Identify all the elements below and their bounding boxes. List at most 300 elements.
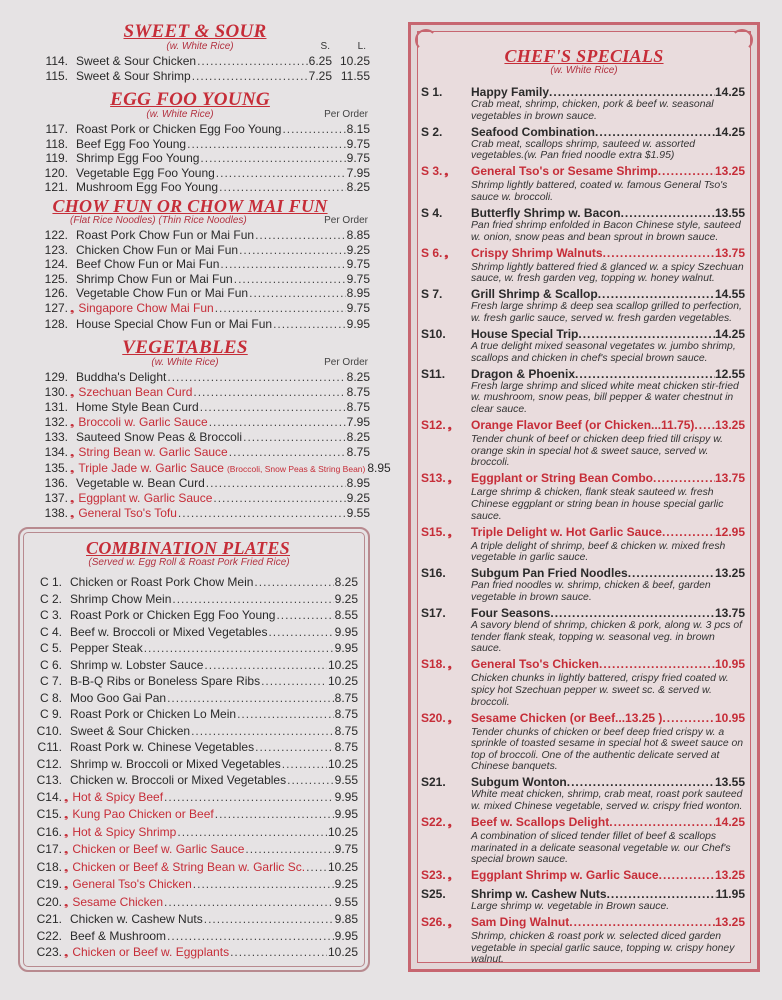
special-price: 13.75 (714, 606, 745, 621)
special-price: 13.55 (714, 206, 745, 221)
menu-item-row (30, 69, 370, 84)
dot-leader (192, 69, 308, 84)
dot-leader (621, 206, 715, 220)
menu-item-row (30, 944, 358, 962)
chili-icon: ❟ (444, 248, 449, 260)
special-description: Fresh large shrimp & deep sea scallop grilled to perfection, w. fresh garlic sauce, served w. fresh garden vegetables. (471, 301, 742, 325)
special-description: A savory blend of shrimp, chicken & pork, along w. 3 pcs of tender flank steak, topping w. seasonal veg. in brown sauce. (471, 620, 743, 655)
chili-icon: ❟ (447, 713, 452, 725)
special-price: 14.55 (714, 287, 745, 302)
special-code: S 4. (421, 206, 443, 221)
special-name: Grill Shrimp & Scallop (471, 287, 598, 302)
item-name: Shrimp w. Broccoli or Mixed Vegetables (70, 756, 281, 771)
item-price: 8.75 (334, 690, 358, 705)
dot-leader (255, 739, 334, 756)
special-header (421, 125, 745, 139)
item-price: 9.75 (346, 271, 370, 286)
item-number: 119. (45, 151, 68, 166)
special-code: S18. ❟ (421, 657, 452, 672)
item-number: C 9. (39, 707, 62, 721)
section-subtitle: (Flat Rice Noodles) (Thin Rice Noodles) (70, 215, 247, 226)
item-number: C16. (36, 824, 62, 839)
special-price: 11.95 (715, 886, 745, 901)
menu-item-row (30, 894, 358, 912)
special-price: 14.25 (714, 815, 745, 830)
item-number: 129. (44, 370, 68, 384)
chili-icon: ❟ (70, 492, 75, 505)
menu-item-row (30, 151, 370, 166)
dot-leader (234, 272, 346, 287)
special-price: 13.75 (714, 471, 745, 486)
dot-leader (204, 911, 334, 928)
menu-item-row (30, 476, 370, 491)
special-header (421, 246, 745, 262)
item-price: 10.25 (327, 824, 358, 839)
dot-leader (599, 657, 715, 671)
item-price: 10.25 (327, 657, 358, 672)
special-description: Shrimp, chicken & roast pork w. selected diced garden vegetable in special garlic sauce, topping w. crispy honey walnut. (471, 931, 735, 966)
item-number: C15. (36, 807, 62, 821)
item-name: Vegetable Chow Fun or Mai Fun (76, 286, 249, 301)
chili-icon: ❟ (70, 386, 75, 399)
item-name: Sweet & Sour Chicken (76, 54, 197, 68)
dot-leader (578, 327, 715, 341)
special-price: 13.25 (714, 868, 745, 883)
menu-item-row (30, 317, 370, 332)
price-small: 6.25 (308, 54, 332, 68)
special-name: Sam Ding Walnut (471, 915, 570, 930)
dot-leader (193, 385, 345, 400)
chef-special-item (421, 887, 745, 913)
section-subtitle: (w. White Rice) (146, 109, 214, 120)
item-name: Chicken or Beef w. Eggplants (72, 945, 230, 959)
item-price: 9.75 (346, 136, 370, 151)
menu-item-row (30, 928, 358, 945)
dot-leader (628, 566, 715, 580)
special-header (421, 868, 745, 884)
menu-item-row (30, 460, 391, 477)
item-number: C17. (36, 842, 62, 856)
chili-icon: ❟ (447, 918, 452, 930)
dot-leader (662, 525, 715, 539)
section-subtitle: (w. White Rice) (550, 65, 618, 76)
chili-icon: ❟ (64, 879, 69, 891)
item-number: 137. (44, 490, 68, 505)
dot-leader (245, 841, 333, 858)
item-name: Chicken w. Cashew Nuts (70, 912, 203, 926)
dot-leader (164, 789, 334, 806)
menu-item-row (30, 911, 358, 928)
chef-special-item (421, 206, 745, 243)
dot-leader (603, 246, 715, 260)
item-price: 8.75 (334, 707, 358, 721)
item-name: Eggplant w. Garlic Sauce (78, 490, 213, 505)
item-number: 123. (44, 242, 68, 257)
item-name: Vegetable w. Bean Curd (76, 476, 205, 491)
item-name: Beef w. Broccoli or Mixed Vegetables (70, 624, 268, 639)
col-s: S. (320, 41, 330, 52)
special-description: Large shrimp & chicken, flank steak sauteed w. fresh Chinese eggplant or string bean in house special garlic sauce. (471, 487, 724, 522)
menu-item-row (30, 624, 358, 641)
menu-item-row (30, 243, 370, 258)
dot-leader (243, 430, 346, 445)
special-header (421, 815, 745, 831)
special-header (421, 206, 745, 220)
special-code: S26. ❟ (421, 915, 452, 930)
chef-special-item (421, 657, 745, 708)
item-number: 134. (44, 444, 68, 459)
item-name: Sweet & Sour Chicken (70, 723, 191, 738)
special-description: Chicken chunks in lightly battered, crispy fried coated w. spicy hot Szechuan pepper w. sweet sc. & served w. broccoli. (471, 673, 729, 708)
item-number: 124. (44, 257, 68, 272)
item-name: Beef Egg Foo Young (76, 136, 187, 151)
item-name: Home Style Bean Curd (76, 400, 199, 415)
special-name: Eggplant or String Bean Combo (471, 471, 653, 486)
item-number: C 8. (39, 690, 62, 705)
dot-leader (177, 824, 327, 841)
special-name: Triple Delight w. Hot Garlic Sauce (471, 524, 662, 539)
special-name: Subgum Wonton (471, 775, 567, 790)
menu-item-row (30, 876, 358, 894)
special-code: S12. ❟ (421, 418, 452, 433)
section-title: VEGETABLES (122, 337, 248, 358)
item-number: 125. (44, 271, 68, 286)
item-price: 9.55 (346, 506, 370, 521)
per-order: Per Order (324, 357, 368, 368)
chef-special-item (421, 418, 745, 469)
special-code: S 3. ❟ (421, 164, 449, 179)
menu-item-row (30, 824, 358, 842)
special-code: S10. (421, 327, 446, 342)
item-name: Roast Pork Chow Fun or Mai Fun (76, 228, 255, 242)
dot-leader (206, 476, 346, 491)
item-number: 138. (44, 506, 68, 521)
special-code: S20. ❟ (421, 710, 452, 725)
dot-leader (204, 657, 327, 674)
menu-item-row (30, 723, 358, 740)
chili-icon: ❟ (64, 791, 69, 804)
special-name: Dragon & Phoenix (471, 366, 576, 381)
chef-special-item (421, 287, 745, 324)
item-name: Sweet & Sour Shrimp (76, 68, 191, 83)
item-name: Shrimp Egg Foo Young (76, 151, 200, 166)
item-name: Roast Pork w. Chinese Vegetables (70, 740, 255, 754)
item-price: 9.75 (346, 151, 370, 166)
dot-leader (254, 574, 333, 591)
menu-item-row (30, 706, 358, 723)
special-code: S22. ❟ (421, 815, 452, 830)
dot-leader (200, 151, 345, 166)
item-name: Roast Pork or Chicken Egg Foo Young (76, 122, 282, 136)
item-price: 9.95 (346, 316, 370, 331)
dot-leader (144, 640, 334, 657)
dot-leader (607, 887, 716, 901)
special-code: S 2. (421, 124, 443, 139)
dot-leader (213, 491, 345, 506)
special-description: Large shrimp w. vegetable in Brown sauce. (471, 900, 670, 912)
menu-item-row (30, 272, 370, 287)
per-order: Per Order (324, 109, 368, 120)
special-description: Pan fried shrimp enfolded in Bacon Chinese style, sauteed w. onion, snow peas and bean sprout in brown sauce. (471, 220, 741, 243)
menu-item-row (30, 122, 370, 137)
item-number: 117. (45, 122, 68, 136)
item-number: 135. (44, 460, 68, 475)
item-number: C12. (36, 756, 62, 771)
dot-leader (167, 370, 345, 385)
item-name: Roast Pork or Chicken Lo Mein (70, 707, 237, 721)
special-header (421, 525, 745, 541)
item-name: Vegetable Egg Foo Young (76, 165, 215, 180)
menu-item-row (30, 690, 358, 707)
col-l: L. (357, 41, 366, 52)
special-header (421, 606, 745, 620)
dot-leader (229, 445, 346, 460)
price-small: 7.25 (308, 68, 332, 83)
dot-leader (282, 122, 345, 137)
item-name: General Tso's Tofu (78, 506, 177, 521)
item-price: 9.95 (334, 789, 358, 804)
special-name: Crispy Shrimp Walnuts (471, 245, 603, 260)
dot-leader (268, 624, 333, 641)
item-number: C13. (36, 773, 62, 787)
item-number: 114. (45, 54, 68, 68)
special-price: 10.95 (714, 710, 745, 725)
special-description: Crab meat, scallops shrimp, sauteed w. assorted vegetables.(w. Pan fried noodle extra $1.95) (471, 138, 696, 162)
special-header (421, 287, 745, 301)
special-description: A true delight mixed seasonal vegetates w. jumbo shrimp, scallops and chicken in chef's special brown sauce. (471, 341, 736, 364)
section-subtitle: (w. White Rice) (166, 41, 234, 52)
special-code: S 1. (421, 85, 443, 99)
item-name: Roast Pork or Chicken Egg Foo Young (70, 608, 276, 622)
menu-item-row (30, 739, 358, 756)
item-price: 8.75 (346, 384, 370, 399)
menu-item-row (30, 301, 370, 317)
section-title: CHOW FUN OR CHOW MAI FUN (52, 196, 328, 216)
special-description: A triple delight of shrimp, beef & chicken w. mixed fresh vegetable in garlic sauce. (471, 540, 726, 564)
dot-leader (200, 400, 346, 415)
dot-leader (215, 806, 334, 823)
menu-item-row (30, 506, 370, 522)
special-price: 13.25 (714, 164, 745, 179)
chef-special-item (421, 606, 745, 655)
item-name: Mushroom Egg Foo Young (76, 180, 219, 195)
item-price: 9.25 (346, 242, 370, 257)
menu-item-row (30, 228, 370, 243)
special-name: Sesame Chicken (or Beef...13.25 ) (471, 710, 663, 725)
chili-icon: ❟ (64, 826, 69, 839)
special-description: Fresh large shrimp and sliced white meat chicken stir-fried w. mushroom, snow peas, bill pepper & water chestnut in clear sauce. (471, 380, 739, 415)
dot-leader (273, 317, 346, 332)
section-title: EGG FOO YOUNG (110, 89, 270, 110)
special-name: Butterfly Shrimp w. Bacon (471, 206, 621, 221)
special-code: S23. ❟ (421, 868, 452, 883)
special-header (421, 367, 745, 381)
item-number: 122. (44, 228, 68, 242)
menu-item-row (30, 591, 358, 608)
special-price: 10.95 (714, 657, 745, 672)
chili-icon: ❟ (447, 474, 452, 486)
section-subtitle: (Served w. Egg Roll & Roast Pork Fried Rice) (88, 557, 290, 568)
item-number: C22. (36, 928, 62, 943)
item-price: 8.95 (346, 476, 370, 491)
chili-icon: ❟ (64, 947, 69, 959)
special-description: Shrimp lightly battered fried & glanced w. a spicy Szechuan sauce, w. fresh garden veg, topping w. honey walnut. (471, 261, 744, 285)
item-number: 126. (44, 286, 68, 301)
chef-special-item (421, 868, 745, 884)
item-note: (Broccoli, Snow Peas & String Bean) (226, 463, 366, 474)
special-header (421, 418, 745, 434)
item-number: C 3. (39, 608, 62, 622)
special-header (421, 566, 745, 580)
item-price: 8.25 (346, 180, 370, 195)
item-name: Kung Pao Chicken or Beef (72, 807, 214, 821)
menu-item-row (30, 430, 370, 445)
chef-special-item (421, 164, 745, 203)
dot-leader (167, 928, 334, 945)
item-price: 9.85 (334, 912, 358, 926)
item-number: C21. (36, 912, 62, 926)
menu-item-row (30, 607, 358, 624)
menu-item-row (30, 370, 370, 385)
special-name: Eggplant Shrimp w. Garlic Sauce (471, 868, 659, 883)
special-header (421, 711, 745, 727)
item-name: String Bean w. Garlic Sauce (78, 444, 228, 459)
item-name: Beef & Mushroom (70, 928, 167, 943)
item-price: 7.95 (346, 414, 370, 429)
special-name: Happy Family (471, 85, 550, 99)
special-name: Orange Flavor Beef (or Chicken...11.75) (471, 418, 695, 433)
item-name: Hot & Spicy Beef (72, 789, 164, 804)
special-name: Beef w. Scallops Delight (471, 815, 610, 830)
dot-leader (595, 125, 715, 139)
item-name: General Tso's Chicken (72, 877, 192, 891)
dot-leader (550, 606, 715, 620)
dot-leader (209, 415, 346, 430)
item-price: 8.75 (334, 740, 358, 754)
dot-leader (164, 894, 334, 911)
item-price: 9.25 (334, 591, 358, 606)
chili-icon: ❟ (70, 446, 75, 459)
item-number: C19. (36, 877, 62, 891)
dot-leader (197, 54, 308, 69)
item-price: 8.55 (334, 608, 358, 622)
special-description: A combination of sliced tender fillet of beef & scallops marinated in a delicate seasonal vegetable w. our Chef's special brown sauce. (471, 831, 731, 866)
chef-special-item (421, 471, 745, 522)
section-title: SWEET & SOUR (123, 21, 267, 42)
special-description: Crab meat, shrimp, chicken, pork & beef w. seasonal vegetables in brown sauce. (471, 99, 714, 122)
section-title: CHEF'S SPECIALS (504, 46, 664, 66)
item-price: 9.95 (334, 624, 358, 639)
chili-icon: ❟ (64, 809, 69, 821)
chef-special-item (421, 125, 745, 162)
item-price: 8.95 (367, 460, 391, 475)
dot-leader (219, 180, 346, 195)
chef-special-item (421, 525, 745, 564)
menu-item-row (30, 286, 370, 301)
special-price: 14.25 (714, 85, 745, 99)
special-code: S25. (421, 886, 446, 901)
chili-icon: ❟ (64, 844, 69, 856)
item-number: 136. (44, 476, 68, 491)
dot-leader (187, 137, 346, 152)
item-price: 10.25 (327, 859, 358, 874)
item-name: B-B-Q Ribs or Boneless Spare Ribs (70, 674, 261, 688)
item-price: 8.25 (346, 430, 370, 445)
item-number: C 4. (39, 624, 62, 639)
item-number: C 1. (39, 575, 62, 589)
special-header (421, 775, 745, 789)
special-code: S 6. ❟ (421, 245, 449, 260)
item-name: Beef Chow Fun or Mai Fun (76, 257, 220, 272)
dot-leader (659, 868, 715, 882)
dot-leader (249, 286, 346, 301)
dot-leader (575, 367, 715, 381)
menu-item-row (30, 166, 370, 181)
item-price: 8.75 (334, 723, 358, 738)
dot-leader (172, 591, 333, 608)
item-number: 121. (44, 180, 68, 195)
item-number: 130. (44, 384, 68, 399)
item-name: Sesame Chicken (72, 894, 164, 909)
item-name: Triple Jade w. Garlic Sauce (78, 460, 224, 475)
dot-leader (598, 287, 715, 301)
item-price: 9.95 (334, 928, 358, 943)
item-price: 8.15 (346, 122, 370, 136)
item-price: 8.75 (346, 444, 370, 459)
menu-item-row (30, 789, 358, 807)
special-code: S15. ❟ (421, 524, 452, 539)
item-number: C 7. (39, 674, 62, 688)
chefs-specials-box (408, 22, 760, 972)
item-price: 8.25 (346, 370, 370, 384)
chili-icon: ❟ (447, 818, 452, 830)
menu-item-row (30, 180, 370, 195)
dot-leader (287, 772, 334, 789)
menu-item-row (30, 574, 358, 591)
special-description: Tender chunks of chicken or beef deep fried crispy w. a sprinkle of toasted sesame in special hot & sweet sauce on top of broccoli. One of the authentic delicate served at Chinese banquets. (471, 726, 744, 773)
special-name: General Tso's Chicken (471, 657, 600, 672)
dot-leader (255, 228, 346, 243)
item-price: 10.25 (327, 945, 358, 959)
price-large: 11.55 (340, 68, 370, 83)
menu-item-row (30, 841, 358, 859)
item-price: 8.85 (346, 228, 370, 242)
dot-leader (220, 257, 345, 272)
item-number: 128. (44, 316, 68, 331)
chow-fun-section (30, 197, 370, 331)
price-large: 10.25 (339, 54, 370, 68)
section-title: COMBINATION PLATES (86, 538, 290, 558)
special-name: General Tso's or Sesame Shrimp (471, 164, 658, 179)
item-number: C14. (36, 789, 62, 804)
item-name: Sauteed Snow Peas & Broccoli (76, 430, 243, 445)
dot-leader (230, 944, 327, 961)
item-price: 9.55 (334, 773, 358, 787)
combination-plates-box (18, 527, 370, 972)
menu-item-row (30, 257, 370, 272)
dot-leader (215, 301, 346, 316)
item-number: C 2. (39, 591, 62, 606)
egg-foo-young-section (30, 90, 370, 195)
special-code: S11. (421, 366, 446, 381)
menu-item-row (30, 54, 370, 69)
chili-icon: ❟ (447, 527, 452, 539)
section-subtitle: (w. White Rice) (151, 357, 219, 368)
item-name: Chicken or Roast Pork Chow Mein (70, 575, 254, 589)
menu-item-row (30, 772, 358, 789)
chef-special-item (421, 246, 745, 285)
dot-leader (167, 690, 334, 707)
